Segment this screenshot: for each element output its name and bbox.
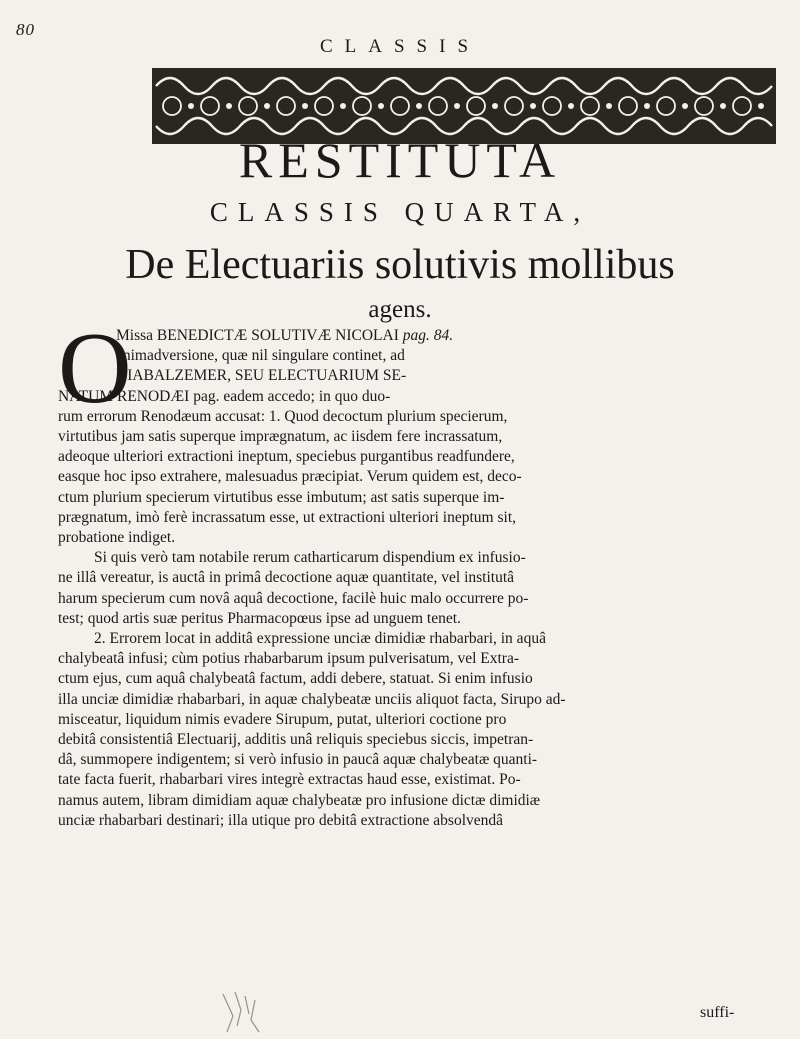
- text-line: probatione indiget.: [58, 529, 176, 547]
- running-head: CLASSIS: [319, 36, 481, 57]
- text-line: misceatur, liquidum nimis evadere Sirupum, putat, ulteriori coctione pro: [58, 710, 507, 728]
- chapter-title: RESTITUTA: [238, 132, 562, 188]
- text-line: chalybeatâ infusi; cùm potius rhabarbarum ipsum pulverisatum, vel Extra-: [58, 650, 519, 668]
- page-number: 80: [16, 20, 35, 39]
- page-reference: pag. 84.: [402, 327, 454, 344]
- text-line: rum errorum Renodæum accusat: 1. Quod decoctum plurium specierum,: [58, 407, 508, 425]
- text-line: debitâ consistentiâ Electuarij, additis unâ reliquis speciebus siccis, impetran-: [58, 731, 534, 749]
- text-line: tate facta fuerit, rhabarbari vires integrè extractas haud esse, existimat. Po-: [58, 771, 521, 789]
- section-heading-continuation: agens.: [368, 296, 432, 323]
- text-line: virtutibus jam satis superque imprægnatum, ac iisdem fere incrassatum,: [58, 428, 503, 446]
- text-line: dâ, summopere indigentem; si verò infusio in paucâ aquæ chalybeatæ quanti-: [58, 751, 538, 769]
- text-line: namus autem, libram dimidiam aquæ chalybeatæ pro infusione dictæ dimidiæ: [58, 791, 541, 809]
- chapter-subtitle: CLASSIS QUARTA,: [209, 197, 591, 227]
- text-line: ctum ejus, cum aquâ chalybeatâ factum, addi debere, statuat. Si enim infusio: [58, 670, 533, 688]
- section-heading: De Electuariis solutivis mollibus: [125, 242, 675, 288]
- text-line: NATUM RENODÆI pag. eadem accedo; in quo duo-: [58, 387, 391, 405]
- text-line: DIABALZEMER, SEU ELECTUARIUM SE-: [116, 367, 407, 385]
- text-line: Si quis verò tam notabile rerum catharticarum dispendium ex infusio-: [94, 549, 526, 567]
- text-line: illa unciæ dimidiæ rhabarbari, in aquæ chalybeatæ unciis aliquot facta, Sirupo ad-: [58, 690, 566, 708]
- drop-capital: O: [58, 312, 132, 425]
- text-line: harum specierum cum novâ aquâ decoctione, facilè huic malo occurrere po-: [58, 589, 529, 607]
- text-line: adeoque ulteriori extractioni ineptum, speciebus purgantibus readfundere,: [58, 448, 515, 466]
- text-line: unciæ rhabarbari destinari; illa utique pro debitâ extractione absolvendâ: [58, 811, 504, 829]
- catchword: suffi-: [700, 1004, 735, 1021]
- text-line: ctum plurium specierum virtutibus esse imbutum; ast satis superque im-: [58, 488, 505, 506]
- text-line: test; quod artis suæ peritus Pharmacopœus ipse ad unguem tenet.: [58, 609, 461, 627]
- text-line: ne illâ vereatur, is auctâ in primâ decoctione aquæ quantitate, vel institutâ: [58, 569, 515, 587]
- text-line: prægnatum, imò ferè incrassatum esse, ut extractioni ulteriori ineptum sit,: [58, 508, 516, 526]
- text-line: 2. Errorem locat in additâ expressione unciæ dimidiæ rhabarbari, in aquâ: [94, 630, 546, 648]
- text-line: animadversione, quæ nil singulare continet, ad: [116, 347, 405, 365]
- body-text: [58, 326, 764, 831]
- text-line: Missa BENEDICTÆ SOLUTIVÆ NICOLAI pag. 84.: [116, 327, 454, 344]
- library-stamp-mark: [215, 986, 275, 1036]
- text-line: easque hoc ipso extrahere, malesuadus præcipiat. Verum quidem est, deco-: [58, 468, 522, 486]
